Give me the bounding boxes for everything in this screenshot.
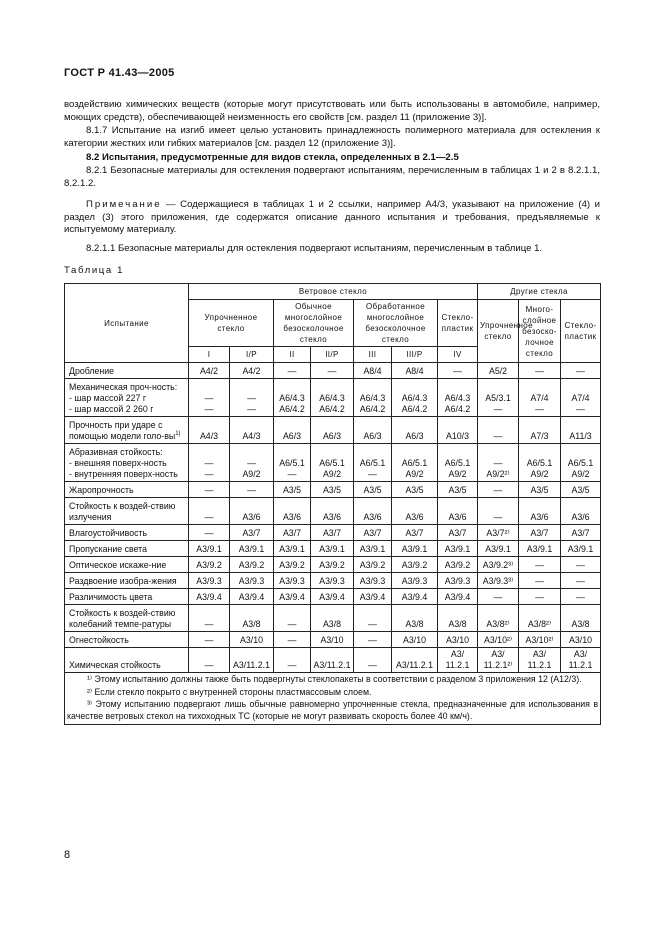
table-row	[65, 648, 601, 673]
section-heading-8-2: 8.2 Испытания, предусмотренные для видов стекла, определенных в 2.1—2.5	[86, 152, 459, 163]
table-row	[65, 557, 601, 573]
table-caption: Таблица 1	[64, 265, 125, 276]
value-cell: А3/9.4	[438, 589, 478, 605]
value-cell: А5/3.1 —	[478, 379, 519, 417]
paragraph-chemical: воздействию химических веществ (которые могут присутствовать или быть использованы в автомобиле, например, моющих средств), обеспечивающей неизменность его свойств [см. раздел 11 (приложение 3)].	[64, 99, 600, 123]
table-row	[65, 417, 601, 444]
value-cell: А3/5	[561, 482, 601, 498]
value-cell: — —	[230, 379, 274, 417]
header-glass-plastic: Стекло-пластик	[438, 300, 478, 347]
header-other-toughened: Упрочненное стекло	[478, 300, 519, 363]
note-paragraph	[64, 199, 600, 237]
table-row	[65, 379, 601, 417]
table-row	[65, 498, 601, 525]
value-cell: А3/11.2.1	[230, 648, 274, 673]
value-cell: А3/7	[438, 525, 478, 541]
value-cell: —	[189, 632, 230, 648]
value-cell: А3/8²⁾	[519, 605, 561, 632]
value-cell: А3/10²⁾	[478, 632, 519, 648]
value-cell: А3/7	[354, 525, 392, 541]
sub-header-I-P: I/P	[230, 347, 274, 363]
value-cell: А7/4 —	[561, 379, 601, 417]
value-cell: А3/5	[392, 482, 438, 498]
header-other-glass: Другие стекла	[478, 284, 601, 300]
value-cell: А3/9.1	[354, 541, 392, 557]
value-cell: А6/5.1 А9/2	[392, 444, 438, 482]
test-name-cell: Стойкость к воздей-ствию колебаний темпе-ратуры	[65, 605, 189, 632]
value-cell: —	[519, 363, 561, 379]
value-cell: А3/8	[311, 605, 354, 632]
value-cell: А3/6	[519, 498, 561, 525]
value-cell: —	[519, 557, 561, 573]
value-cell: А3/9.1	[311, 541, 354, 557]
value-cell: А3/7	[392, 525, 438, 541]
note-text: — Содержащиеся в таблицах 1 и 2 ссылки, например А4/3, указывают на приложение (4) и раздел (3) этого приложения, где содержатся описание данного испытания и требования, предъявляемые к испытуемому материалу.	[64, 199, 600, 235]
value-cell: А3/9.3	[274, 573, 311, 589]
footnote-1: ¹⁾ Этому испытанию должны также быть подвергнуты стеклопакеты в соответствии с разделом 3 приложения 12 (А12/3).	[87, 674, 582, 684]
table-row	[65, 605, 601, 632]
test-name-cell: Различимость цвета	[65, 589, 189, 605]
value-cell: А3/7	[561, 525, 601, 541]
value-cell: —	[311, 363, 354, 379]
table-row	[65, 482, 601, 498]
paragraph-8-2-1-1: 8.2.1.1 Безопасные материалы для остекления подвергают испытаниям, перечисленным в таблице 1.	[86, 243, 543, 254]
table-row	[65, 363, 601, 379]
value-cell: А4/3	[189, 417, 230, 444]
value-cell: —	[519, 573, 561, 589]
value-cell: А3/5	[311, 482, 354, 498]
value-cell: А3/9.4	[274, 589, 311, 605]
value-cell: —	[478, 498, 519, 525]
value-cell: А3/ 11.2.1	[561, 648, 601, 673]
value-cell: А7/3	[519, 417, 561, 444]
test-name-cell: Механическая проч-ность: - шар массой 227 г - шар массой 2 260 г	[65, 379, 189, 417]
value-cell: А8/4	[354, 363, 392, 379]
header-test: Испытание	[65, 284, 189, 363]
value-cell: А3/10	[561, 632, 601, 648]
value-cell: —	[189, 482, 230, 498]
value-cell: А6/4.3 А6/4.2	[354, 379, 392, 417]
value-cell: А4/2	[189, 363, 230, 379]
value-cell: А5/2	[478, 363, 519, 379]
value-cell: А3/9.1	[230, 541, 274, 557]
value-cell: А6/4.3 А6/4.2	[311, 379, 354, 417]
value-cell: А3/11.2.1	[392, 648, 438, 673]
footnote-marker: 1)	[175, 431, 181, 438]
document-header: ГОСТ Р 41.43—2005	[64, 67, 175, 79]
test-name-cell: Пропускание света	[65, 541, 189, 557]
value-cell: —	[189, 648, 230, 673]
value-cell: А3/9.1	[189, 541, 230, 557]
value-cell: А3/9.2	[230, 557, 274, 573]
value-cell: А6/4.3 А6/4.2	[438, 379, 478, 417]
header-other-laminated: Много-слойное безоско-лочное стекло	[519, 300, 561, 363]
test-name-cell: Оптическое искаже-ние	[65, 557, 189, 573]
value-cell: А3/7	[311, 525, 354, 541]
value-cell: А3/10	[392, 632, 438, 648]
value-cell: —	[354, 605, 392, 632]
paragraph-8-1-7: 8.1.7 Испытание на изгиб имеет целью установить принадлежность полимерного материала для остекления к категории жестких или гибких материалов [см. раздел 12 (приложение 3)].	[64, 125, 600, 149]
value-cell: А3/9.4	[392, 589, 438, 605]
value-cell: А3/9.3	[392, 573, 438, 589]
value-cell: А3/9.3³⁾	[478, 573, 519, 589]
paragraph-8-2-1: 8.2.1 Безопасные материалы для остекления подвергают испытаниям, перечисленным в таблицах 1 и 2 в 8.2.1.1, 8.2.1.2.	[64, 165, 600, 189]
value-cell: А3/5	[438, 482, 478, 498]
test-name-cell: Дробление	[65, 363, 189, 379]
value-cell: —	[189, 498, 230, 525]
value-cell: —	[561, 557, 601, 573]
value-cell: —	[354, 632, 392, 648]
test-name-cell: Прочность при ударе с помощью модели голо-$вы^{1)}$	[65, 417, 189, 444]
value-cell: А3/8	[438, 605, 478, 632]
value-cell: А3/10²⁾	[519, 632, 561, 648]
value-cell: А6/3	[274, 417, 311, 444]
header-toughened: Упрочненное стекло	[189, 300, 274, 347]
value-cell: А3/9.2	[392, 557, 438, 573]
value-cell: А3/8²⁾	[478, 605, 519, 632]
value-cell: А3/6	[354, 498, 392, 525]
value-cell: — —	[189, 444, 230, 482]
value-cell: А6/5.1 А9/2	[561, 444, 601, 482]
value-cell: А3/9.1	[274, 541, 311, 557]
sub-header-III-P: III/P	[392, 347, 438, 363]
value-cell: А3/9.3	[311, 573, 354, 589]
value-cell: —	[274, 605, 311, 632]
value-cell: А3/9.3	[189, 573, 230, 589]
value-cell: А3/9.4	[354, 589, 392, 605]
value-cell: А3/9.2	[274, 557, 311, 573]
table-row	[65, 541, 601, 557]
value-cell: А3/6	[392, 498, 438, 525]
value-cell: А3/10	[311, 632, 354, 648]
value-cell: А4/2	[230, 363, 274, 379]
value-cell: А7/4 —	[519, 379, 561, 417]
value-cell: —	[561, 573, 601, 589]
value-cell: А3/5	[519, 482, 561, 498]
value-cell: —	[561, 363, 601, 379]
header-other-glass-plastic: Стекло-пластик	[561, 300, 601, 363]
value-cell: —	[478, 482, 519, 498]
table-row	[65, 573, 601, 589]
value-cell: А3/7	[274, 525, 311, 541]
test-name-cell: Огнестойкость	[65, 632, 189, 648]
value-cell: А3/6	[311, 498, 354, 525]
note-label: Примечание	[86, 199, 162, 210]
table-row	[65, 444, 601, 482]
value-cell: —	[354, 648, 392, 673]
value-cell: А3/9.4	[230, 589, 274, 605]
sub-header-IV: IV	[438, 347, 478, 363]
sub-header-II: II	[274, 347, 311, 363]
value-cell: А3/6	[561, 498, 601, 525]
value-cell: —	[478, 589, 519, 605]
test-name-cell: Химическая стойкость	[65, 648, 189, 673]
test-name-cell: Влагоустойчивость	[65, 525, 189, 541]
value-cell: А3/6	[230, 498, 274, 525]
value-cell: — А9/2	[230, 444, 274, 482]
value-cell: А3/9.3	[230, 573, 274, 589]
value-cell: А4/3	[230, 417, 274, 444]
value-cell: А3/9.4	[189, 589, 230, 605]
value-cell: А3/9.2	[438, 557, 478, 573]
test-name-cell: Раздвоение изобра-жения	[65, 573, 189, 589]
value-cell: А6/3	[392, 417, 438, 444]
value-cell: А3/ 11.2.1	[519, 648, 561, 673]
value-cell: А3/7	[519, 525, 561, 541]
header-treated-laminated: Обработанное многослойное безосколочное стекло	[354, 300, 438, 347]
value-cell: —	[478, 417, 519, 444]
test-name-cell: Жаропрочность	[65, 482, 189, 498]
test-name-cell: Стойкость к воздей-ствию излучения	[65, 498, 189, 525]
footnote-2: ²⁾ Если стекло покрыто с внутренней стороны пластмассовым слоем.	[87, 686, 372, 697]
value-cell: А3/9.3	[438, 573, 478, 589]
value-cell: А3/8	[561, 605, 601, 632]
value-cell: А3/9.1	[519, 541, 561, 557]
value-cell: А6/5.1 А9/2	[438, 444, 478, 482]
value-cell: А6/5.1 —	[274, 444, 311, 482]
table-row	[65, 525, 601, 541]
value-cell: А3/8	[392, 605, 438, 632]
value-cell: — А9/2²⁾	[478, 444, 519, 482]
value-cell: А3/9.1	[478, 541, 519, 557]
value-cell: А3/5	[354, 482, 392, 498]
value-cell: А6/4.3 А6/4.2	[274, 379, 311, 417]
value-cell: А3/9.2	[189, 557, 230, 573]
value-cell: А3/9.2	[354, 557, 392, 573]
value-cell: А3/ 11.2.1	[438, 648, 478, 673]
value-cell: А3/8	[230, 605, 274, 632]
value-cell: А3/6	[438, 498, 478, 525]
value-cell: А3/6	[274, 498, 311, 525]
value-cell: А6/3	[354, 417, 392, 444]
value-cell: А3/7	[230, 525, 274, 541]
sub-header-I: I	[189, 347, 230, 363]
value-cell: —	[274, 632, 311, 648]
value-cell: А3/10	[438, 632, 478, 648]
value-cell: — —	[189, 379, 230, 417]
table-row	[65, 589, 601, 605]
value-cell: А6/5.1 А9/2	[519, 444, 561, 482]
value-cell: А3/11.2.1	[311, 648, 354, 673]
value-cell: А3/9.1	[392, 541, 438, 557]
tests-table	[64, 283, 601, 725]
value-cell: А3/9.2³⁾	[478, 557, 519, 573]
value-cell: А10/3	[438, 417, 478, 444]
value-cell: А6/5.1 А9/2	[311, 444, 354, 482]
value-cell: А6/4.3 А6/4.2	[392, 379, 438, 417]
footnote-3: ³⁾ Этому испытанию подвергают лишь обычные равномерно упрочненные стекла, предназначенные для использования в качестве ветровых стекол на тихоходных ТС (которые не могут развивать скорость более 40 км/ч).	[67, 699, 599, 721]
value-cell: А3/7²⁾	[478, 525, 519, 541]
table-footnotes	[65, 673, 601, 725]
header-windshield: Ветровое стекло	[189, 284, 478, 300]
value-cell: —	[561, 589, 601, 605]
value-cell: А3/10	[230, 632, 274, 648]
value-cell: —	[189, 605, 230, 632]
value-cell: А3/ 11.2.1²⁾	[478, 648, 519, 673]
value-cell: —	[438, 363, 478, 379]
value-cell: А3/5	[274, 482, 311, 498]
sub-header-III: III	[354, 347, 392, 363]
table-row	[65, 632, 601, 648]
test-name-cell: Абразивная стойкость: - внешняя поверх-ность - внутренняя поверх-ность	[65, 444, 189, 482]
value-cell: А11/3	[561, 417, 601, 444]
value-cell: А3/9.3	[354, 573, 392, 589]
sub-header-II-P: II/P	[311, 347, 354, 363]
value-cell: А8/4	[392, 363, 438, 379]
value-cell: —	[230, 482, 274, 498]
value-cell: А3/9.1	[561, 541, 601, 557]
value-cell: —	[274, 363, 311, 379]
header-ordinary-laminated: Обычное многослойное безосколочное стекло	[274, 300, 354, 347]
value-cell: —	[519, 589, 561, 605]
value-cell: А6/5.1 —	[354, 444, 392, 482]
value-cell: А6/3	[311, 417, 354, 444]
value-cell: А3/9.1	[438, 541, 478, 557]
value-cell: А3/9.4	[311, 589, 354, 605]
page-number: 8	[64, 849, 71, 861]
value-cell: —	[274, 648, 311, 673]
value-cell: А3/9.2	[311, 557, 354, 573]
value-cell: —	[189, 525, 230, 541]
